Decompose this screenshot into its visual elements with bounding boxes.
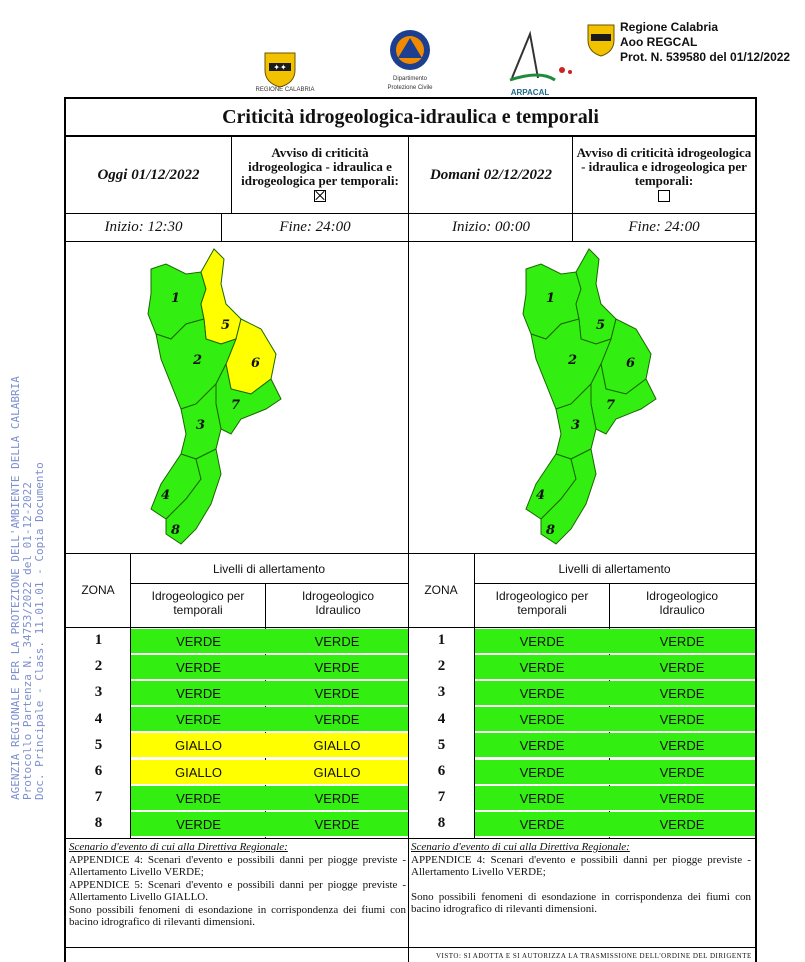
level-cell-idraulico: VERDE — [266, 786, 408, 811]
level-cell-idraulico: VERDE — [266, 681, 408, 706]
col-idraulico-header: Idrogeologico Idraulico — [645, 589, 719, 617]
tomorrow-scenario — [411, 841, 751, 916]
zone-number: 5 — [94, 736, 103, 753]
level-cell-idraulico: VERDE — [609, 655, 755, 680]
zone-number: 2 — [94, 658, 103, 675]
today-avviso-checkbox — [314, 190, 326, 202]
level-cell-temporali: VERDE — [475, 655, 609, 680]
tomorrow-avviso — [574, 146, 754, 205]
level-cell-idraulico: VERDE — [609, 681, 755, 706]
col-idraulico-header: Idrogeologico Idraulico — [301, 589, 375, 617]
scenario-heading: Scenario d'evento di cui alla Direttiva Regionale: — [69, 841, 288, 853]
today-avviso — [233, 146, 407, 205]
zone-number: 4 — [437, 710, 446, 727]
level-cell-idraulico: VERDE — [609, 760, 755, 785]
svg-text:1: 1 — [171, 291, 181, 306]
today-scenario — [69, 841, 406, 929]
level-cell-temporali: VERDE — [131, 707, 266, 732]
svg-text:7: 7 — [231, 398, 241, 413]
regione-calabria-logo — [255, 48, 315, 93]
level-cell-idraulico: VERDE — [609, 733, 755, 758]
zone-number: 8 — [437, 815, 446, 832]
protocol-line: Aoo REGCAL — [620, 35, 698, 49]
bulletin-frame — [64, 97, 757, 962]
scenario-appendice-4: APPENDICE 4: Scenari d'evento e possibili danni per piogge previste - Allertamento Livello VERDE; — [69, 853, 406, 878]
protocol-line: Prot. N. 539580 del 01/12/2022 — [620, 50, 791, 64]
level-cell-temporali: VERDE — [131, 786, 266, 811]
scenario-note: Sono possibili fenomeni di esondazione in corrispondenza dei fiumi con bacino idrografico di rilevanti dimensioni. — [69, 903, 406, 928]
zona-header: ZONA — [81, 583, 115, 597]
protezione-civile-logo — [380, 28, 440, 98]
svg-text:6: 6 — [251, 356, 261, 371]
level-cell-temporali: VERDE — [475, 733, 609, 758]
svg-text:2: 2 — [568, 353, 578, 368]
avviso-text: Avviso di criticità idrogeologica - idraulica e idrogeologica per temporali: — [241, 145, 399, 188]
level-cell-temporali: VERDE — [475, 812, 609, 837]
zone-number: 3 — [437, 684, 446, 701]
level-cell-idraulico: VERDE — [266, 812, 408, 837]
zone-number: 6 — [94, 763, 103, 779]
zone-number: 7 — [94, 789, 103, 806]
tomorrow-date: Domani 02/12/2022 — [429, 167, 553, 183]
zone-number: 1 — [437, 632, 446, 648]
col-temporali-header: Idrogeologico per temporali — [495, 589, 589, 617]
zone-number: 1 — [94, 632, 103, 648]
today-zone-table — [66, 628, 408, 838]
protocol-stamp — [620, 20, 790, 65]
zone-number: 8 — [94, 815, 103, 832]
avviso-text: Avviso di criticità idrogeologica - idraulica e idrogeologica per temporali: — [576, 145, 752, 188]
tomorrow-start: Inizio: 00:00 — [452, 219, 530, 235]
level-cell-idraulico: GIALLO — [266, 760, 408, 785]
scenario-appendice-5: APPENDICE 5: Scenari d'evento e possibili danni per piogge previste - Allertamento Livello GIALLO. — [69, 878, 406, 903]
level-cell-idraulico: GIALLO — [266, 733, 408, 758]
logo-caption: Dipartimento — [392, 76, 427, 82]
tomorrow-zone-map — [501, 244, 741, 554]
col-temporali-header: Idrogeologico per temporali — [151, 589, 245, 617]
svg-text:3: 3 — [571, 418, 581, 433]
level-cell-temporali: VERDE — [131, 812, 266, 837]
svg-text:5: 5 — [221, 318, 231, 333]
today-end: Fine: 24:00 — [279, 219, 351, 235]
scenario-appendice-4: APPENDICE 4: Scenari d'evento e possibili danni per piogge previste - Allertamento Livello VERDE; — [411, 853, 751, 878]
level-cell-idraulico: VERDE — [609, 629, 755, 654]
side-stamp-line: AGENZIA REGIONALE PER LA PROTEZIONE DELL'AMBIENTE DELLA CALABRIA — [9, 376, 22, 800]
svg-text:1: 1 — [546, 291, 556, 306]
svg-text:5: 5 — [596, 318, 606, 333]
level-cell-temporali: VERDE — [475, 760, 609, 785]
svg-text:8: 8 — [171, 523, 181, 538]
scenario-heading: Scenario d'evento di cui alla Direttiva Regionale: — [411, 841, 630, 853]
side-stamp-line: Protocollo Partenza N. 34753/2022 del 01-12-2022 — [21, 482, 34, 800]
protocol-logo — [584, 22, 618, 58]
svg-text:3: 3 — [196, 418, 206, 433]
level-cell-idraulico: VERDE — [609, 786, 755, 811]
svg-text:6: 6 — [626, 356, 636, 371]
level-cell-temporali: VERDE — [131, 681, 266, 706]
tomorrow-end: Fine: 24:00 — [628, 219, 700, 235]
zone-number: 4 — [94, 710, 103, 727]
today-start: Inizio: 12:30 — [104, 219, 183, 235]
arpacal-logo — [500, 30, 580, 100]
level-cell-idraulico: VERDE — [266, 655, 408, 680]
svg-text:4: 4 — [536, 488, 546, 503]
level-cell-temporali: VERDE — [475, 629, 609, 654]
level-cell-temporali: VERDE — [131, 655, 266, 680]
svg-text:✦✦: ✦✦ — [273, 63, 287, 72]
logo-caption: Protezione Civile — [387, 85, 433, 91]
level-cell-idraulico: VERDE — [266, 629, 408, 654]
tomorrow-avviso-checkbox — [658, 190, 670, 202]
levels-header: Livelli di allertamento — [212, 562, 326, 576]
svg-text:8: 8 — [546, 523, 556, 538]
level-cell-idraulico: VERDE — [609, 812, 755, 837]
zona-header: ZONA — [424, 583, 458, 597]
svg-text:7: 7 — [606, 398, 616, 413]
today-date: Oggi 01/12/2022 — [97, 167, 200, 183]
level-cell-temporali: VERDE — [475, 681, 609, 706]
scenario-note: Sono possibili fenomeni di esondazione in corrispondenza dei fiumi con bacino idrografico di rilevanti dimensioni. — [411, 890, 751, 915]
zone-number: 6 — [437, 763, 446, 779]
footer-authorization: VISTO: SI ADOTTA E SI AUTORIZZA LA TRASMISSIONE DELL'ORDINE DEL DIRIGENTE — [436, 952, 752, 960]
logo-caption: REGIONE CALABRIA — [255, 87, 315, 93]
levels-header: Livelli di allertamento — [558, 562, 671, 576]
protocol-side-stamp — [10, 300, 46, 800]
page-title: Criticità idrogeologica-idraulica e temporali — [66, 99, 755, 137]
zone-number: 7 — [437, 789, 446, 806]
level-cell-temporali: VERDE — [475, 786, 609, 811]
svg-text:2: 2 — [193, 353, 203, 368]
side-stamp-line: Doc. Principale - Class. 11.01.01 - Copia Documento — [33, 462, 46, 800]
level-cell-temporali: GIALLO — [131, 760, 266, 785]
level-cell-temporali: GIALLO — [131, 733, 266, 758]
level-cell-temporali: VERDE — [475, 707, 609, 732]
today-zone-map — [126, 244, 366, 554]
logo-caption: ARPACAL — [510, 88, 550, 97]
level-cell-temporali: VERDE — [131, 629, 266, 654]
protocol-line: Regione Calabria — [620, 20, 719, 34]
svg-text:4: 4 — [161, 488, 171, 503]
zone-number: 5 — [437, 736, 446, 753]
zone-number: 2 — [437, 658, 446, 675]
tomorrow-zone-table — [408, 628, 755, 838]
level-cell-idraulico: VERDE — [266, 707, 408, 732]
level-cell-idraulico: VERDE — [609, 707, 755, 732]
zone-number: 3 — [94, 684, 103, 701]
